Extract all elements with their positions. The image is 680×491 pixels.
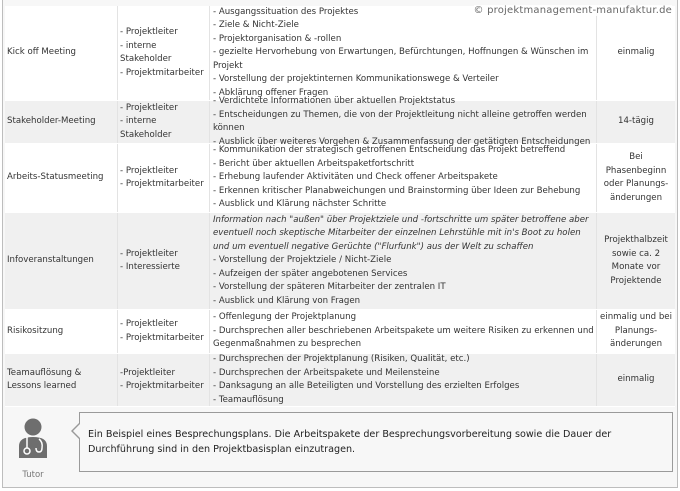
cell-line: - Ausgangssituation des Projektes [213, 6, 359, 17]
cell-line: - Interessierte [120, 262, 180, 272]
tutor [8, 418, 58, 480]
frequency-cell [597, 310, 675, 353]
cell-line: - Durchsprechen der Arbeitspakete und Meilensteine [213, 367, 440, 378]
frequency-cell [597, 354, 675, 406]
cell-line: - Verdichtete Informationen über aktuellen Projektstatus [213, 96, 456, 106]
cell-line: - Projektleiter [120, 248, 178, 259]
cell-line: Infoveranstaltungen [7, 255, 94, 266]
participants-cell [118, 6, 210, 100]
meeting-plan-table [5, 6, 675, 407]
cell-line: - gezielte Hervorhebung von Erwartungen, Befürchtungen, Hoffnungen & Wünschen im Projekt [213, 47, 589, 71]
cell-line: - Abklärung offener Fragen [213, 87, 329, 98]
table-row [5, 144, 675, 213]
topics-cell [210, 6, 597, 100]
topics-cell [210, 354, 597, 406]
cell-line: Kick off Meeting [7, 47, 77, 58]
frequency-cell [597, 144, 675, 212]
cell-line: einmalig [617, 47, 655, 58]
cell-line: - Teamauflösung [213, 394, 284, 405]
table-row [5, 6, 675, 101]
cell-line: - interne Stakeholder [120, 116, 172, 140]
cell-line: Stakeholder-Meeting [7, 116, 96, 127]
cell-line: - Vorstellung der projektinternen Kommunikationswege & Verteiler [213, 74, 499, 85]
cell-line: - Projektmitarbeiter [120, 381, 204, 391]
frequency-cell [597, 213, 675, 309]
cell-line: einmalig und bei Planungs-änderungen [600, 312, 672, 350]
cell-line: - Aufzeigen der später angebotenen Services [213, 268, 408, 279]
cell-line: - Projektmitarbeiter [120, 67, 204, 78]
tutor-label: Tutor [22, 470, 44, 480]
cell-line: - Erhebung laufender Aktivitäten und Check offener Arbeitspakete [213, 172, 498, 183]
cell-line: - Danksagung an alle Beteiligten und Vorstellung des erzielten Erfolges [213, 381, 520, 391]
cell-line: Arbeits-Statusmeeting [7, 172, 104, 183]
topics-cell [210, 310, 597, 353]
cell-line: - Kommunikation der strategisch getroffenen Entscheidung das Projekt betreffend [213, 145, 566, 156]
cell-line: - Projektorganisation & -rollen [213, 33, 342, 44]
cell-line: - Vorstellung der Projektziele / Nicht-Ziele [213, 255, 392, 266]
meeting-name-cell [5, 354, 118, 406]
cell-line: - Ziele & Nicht-Ziele [213, 20, 299, 31]
topics-cell [210, 213, 597, 309]
cell-line: - Projektmitarbeiter [120, 332, 204, 343]
cell-line: 14-tägig [618, 116, 654, 127]
cell-line: Teamauflösung & Lessons learned [7, 367, 82, 391]
cell-line: Projekthalbzeit sowie ca. 2 Monate vor Projektende [604, 235, 668, 286]
watermark: © projektmanagement-manufaktur.de [473, 5, 672, 16]
cell-line: Bei Phasenbeginn oder Planungs-änderungen [603, 152, 669, 203]
table-row [5, 310, 675, 354]
participants-cell [118, 354, 210, 406]
cell-line: - Ausblick und Klärung von Fragen [213, 295, 361, 306]
cell-line: - Offenlegung der Projektplanung [213, 312, 357, 323]
meeting-name-cell [5, 101, 118, 143]
meeting-name-cell [5, 144, 118, 212]
cell-line: Information nach "außen" über Projektziele und -fortschritte um später betroffene aber eventuell noch skeptische Mitarbeiter der einzelnen Lehrstühle mit in's Boot zu holen und um eventuell negative Gerüchte ("Flurfunk") aus der Welt zu schaffen [213, 214, 589, 252]
cell-line: - Projektleiter [120, 165, 178, 176]
participants-cell [118, 101, 210, 143]
cell-line: - Projektleiter [120, 27, 178, 37]
cell-line: Risikositzung [7, 325, 64, 336]
cell-line: - Ausblick und Klärung nächster Schritte [213, 199, 387, 210]
topics-cell [210, 96, 597, 147]
frequency-cell [597, 6, 675, 100]
tutor-avatar-icon [16, 418, 50, 458]
participants-cell [118, 213, 210, 309]
cell-line: - Durchsprechen der Projektplanung (Risiken, Qualität, etc.) [213, 354, 470, 364]
cell-line: - Erkennen kritischer Planabweichungen und Brainstorming über Ideen zur Behebung [213, 185, 581, 196]
frequency-cell [597, 101, 675, 143]
cell-line: - Projektleiter [120, 102, 178, 113]
topics-cell [210, 144, 597, 212]
cell-line: - Durchsprechen aller beschriebenen Arbeitspakete um weitere Risiken zu erkennen und Gegenmaßnahmen zu besprechen [213, 325, 594, 350]
tutor-speech-bubble: Ein Beispiel eines Besprechungsplans. Die Arbeitspakete der Besprechungsvorbereitung sowie die Dauer der Durchführung sind in den Projektbasisplan einzutragen. [79, 412, 673, 472]
cell-line: - Entscheidungen zu Themen, die von der Projektleitung nicht alleine getroffen werden können [213, 109, 587, 133]
table-row [5, 96, 675, 147]
participants-cell [118, 144, 210, 212]
cell-line: - Projektmitarbeiter [120, 179, 204, 189]
cell-line: - Projektleiter [120, 319, 178, 329]
cell-line: - Vorstellung der späteren Mitarbeiter der zentralen IT [213, 282, 446, 293]
cell-line: - interne Stakeholder [120, 40, 172, 64]
meeting-name-cell [5, 6, 118, 100]
meeting-name-cell [5, 310, 118, 353]
cell-line: - Bericht über aktuellen Arbeitspaketfortschritt [213, 158, 415, 169]
table-row [5, 213, 675, 310]
cell-line: -Projektleiter [120, 367, 176, 378]
cell-line: einmalig [617, 374, 655, 385]
table-row [5, 354, 675, 407]
cell-line: - Ausblick über weiteres Vorgehen & Zusammenfassung der getätigten Entscheidungen [213, 136, 591, 147]
meeting-name-cell [5, 213, 118, 309]
participants-cell [118, 310, 210, 353]
